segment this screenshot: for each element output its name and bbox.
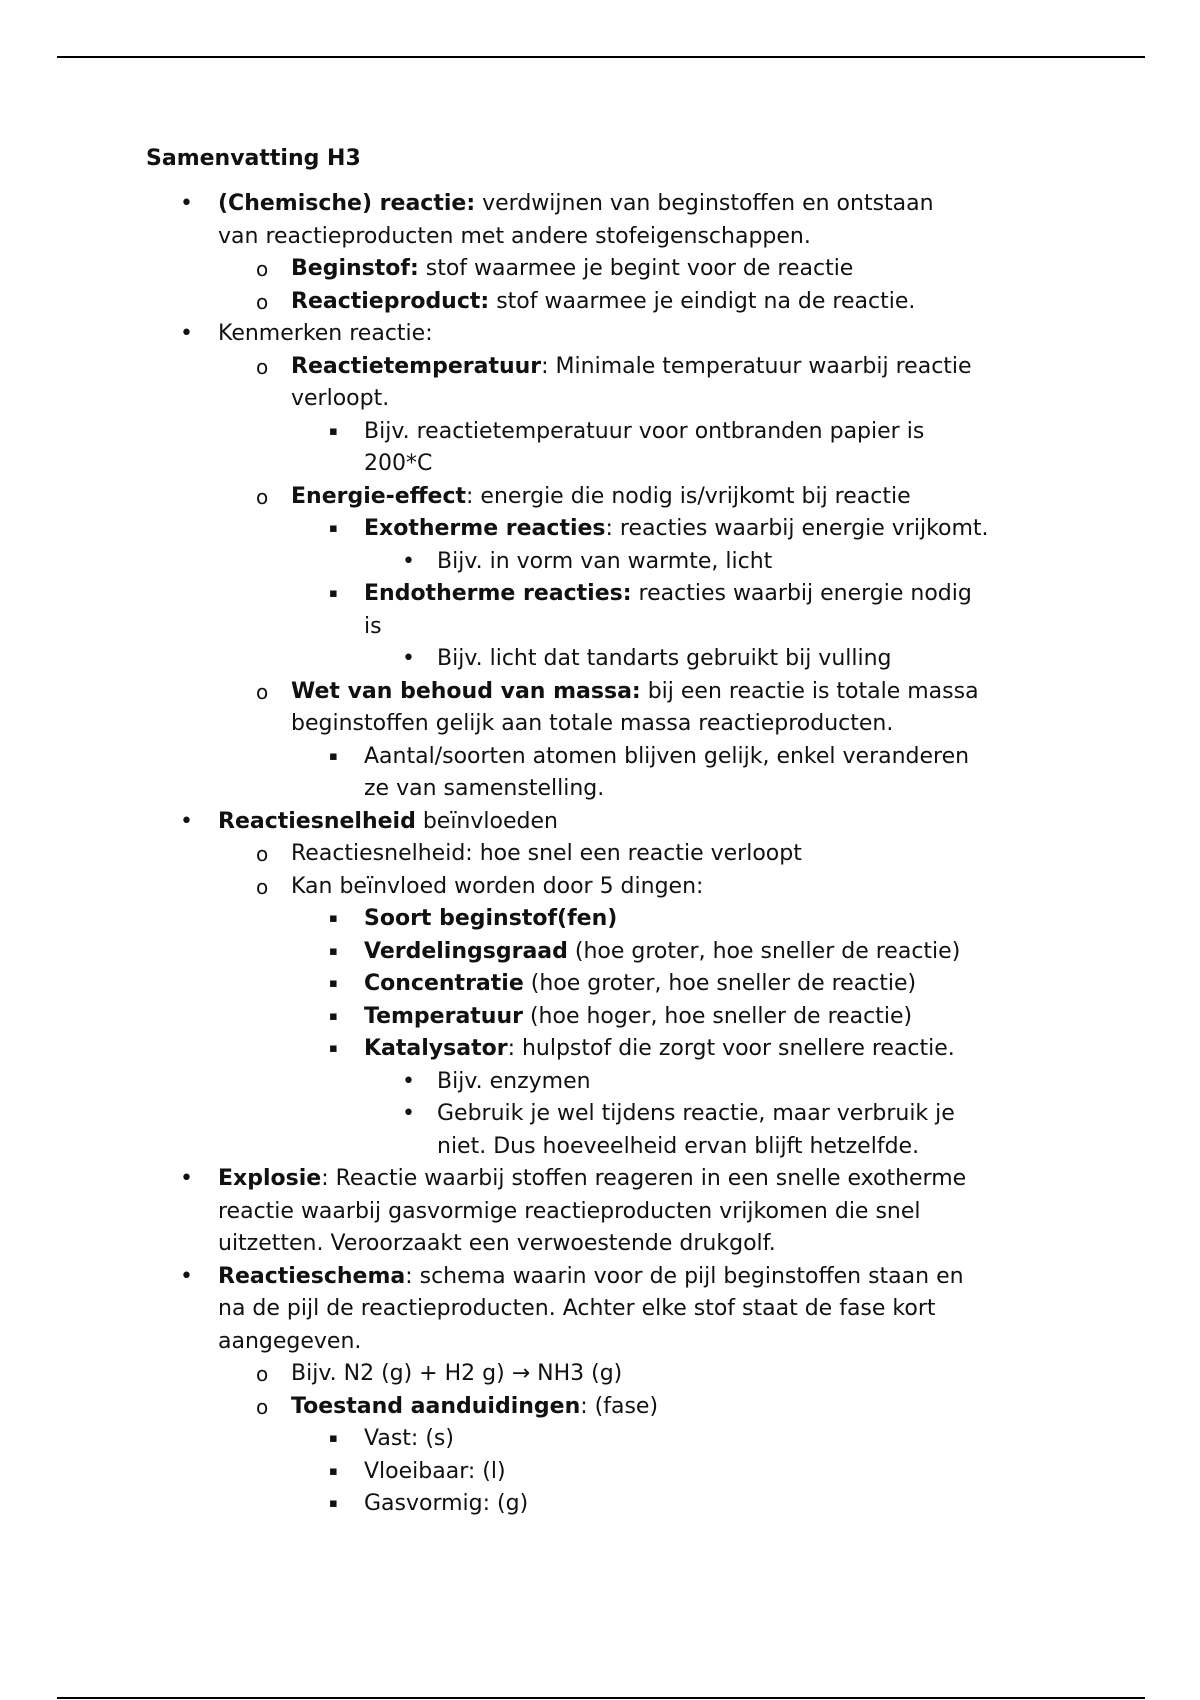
document-body [146, 143, 1086, 1521]
square-bullet: ▪ [329, 1008, 338, 1024]
circle-bullet: o [256, 874, 269, 899]
square-bullet: ▪ [329, 1496, 338, 1511]
list-item-continuation: uitzetten. Veroorzaakt een verwoestende drukgolf. [218, 1231, 776, 1256]
list-item-continuation: aangegeven. [218, 1328, 362, 1354]
list-item: o Toestand aanduidingen: (fase) [146, 1391, 1086, 1424]
square-bullet: ▪ [329, 1041, 338, 1056]
list-item: o Energie-effect: energie die nodig is/vrijkomt bij reactie [146, 481, 1086, 514]
list-item: ▪ Temperatuur (hoe hoger, hoe sneller de reactie) [146, 1001, 1086, 1034]
list-item: ▪ Vast: (s) [146, 1423, 1086, 1456]
disc-bullet: • [180, 1263, 193, 1289]
square-bullet: ▪ [329, 1463, 338, 1479]
list-item-continuation: reactie waarbij gasvormige reactieproducten vrijkomen die snel [218, 1198, 921, 1224]
footer-rule [57, 1697, 1145, 1699]
list-item: ▪ Katalysator: hulpstof die zorgt voor snellere reactie. [146, 1033, 1086, 1066]
disc-bullet: • [402, 1068, 415, 1094]
list-item-continuation: is [364, 613, 382, 639]
square-bullet: ▪ [329, 748, 338, 764]
square-bullet: ▪ [329, 911, 338, 926]
list-item: • Gebruik je wel tijdens reactie, maar verbruik je [146, 1098, 1086, 1131]
list-item-continuation: verloopt. [291, 386, 390, 411]
disc-bullet: • [402, 1101, 415, 1126]
square-bullet: ▪ [329, 521, 338, 536]
list-item: • Reactiesnelheid beïnvloeden [146, 806, 1086, 839]
circle-bullet: o [256, 484, 269, 509]
disc-bullet: • [402, 646, 415, 671]
list-item: ▪ Gasvormig: (g) [146, 1488, 1086, 1521]
list-item: o Reactieproduct: stof waarmee je eindigt na de reactie. [146, 286, 1086, 319]
list-item: ▪ Exotherme reacties: reacties waarbij energie vrijkomt. [146, 513, 1086, 546]
list-item: • Reactieschema: schema waarin voor de pijl beginstoffen staan en [146, 1261, 1086, 1294]
list-item-continuation: na de pijl de reactieproducten. Achter elke stof staat de fase kort [218, 1296, 936, 1321]
list-item: o Kan beïnvloed worden door 5 dingen: [146, 871, 1086, 904]
circle-bullet: o [256, 1394, 269, 1419]
circle-bullet: o [256, 842, 269, 866]
disc-bullet: • [180, 321, 193, 346]
square-bullet: ▪ [329, 1431, 338, 1446]
circle-bullet: o [256, 679, 269, 704]
list-item: ▪ Soort beginstof(fen) [146, 903, 1086, 936]
list-item: • Bijv. licht dat tandarts gebruikt bij vulling [146, 643, 1086, 676]
disc-bullet: • [402, 548, 415, 574]
list-item: o Beginstof: stof waarmee je begint voor de reactie [146, 253, 1086, 286]
list-item: ▪ Vloeibaar: (l) [146, 1456, 1086, 1489]
square-bullet: ▪ [329, 586, 338, 601]
list-item: • Explosie: Reactie waarbij stoffen reageren in een snelle exotherme [146, 1163, 1086, 1196]
list-item: ▪ Aantal/soorten atomen blijven gelijk, enkel veranderen [146, 741, 1086, 774]
list-item: • (Chemische) reactie: verdwijnen van beginstoffen en ontstaan [146, 188, 1086, 221]
list-item-continuation: van reactieproducten met andere stofeigenschappen. [218, 223, 811, 249]
disc-bullet: • [180, 191, 193, 216]
list-item: o Bijv. N2 (g) + H2 g) → NH3 (g) [146, 1358, 1086, 1391]
list-item: • Bijv. enzymen [146, 1066, 1086, 1099]
list-item-continuation: beginstoffen gelijk aan totale massa reactieproducten. [291, 711, 894, 736]
list-item: o Reactietemperatuur: Minimale temperatuur waarbij reactie [146, 351, 1086, 384]
disc-bullet: • [180, 1166, 193, 1191]
list-item: ▪ Concentratie (hoe groter, hoe sneller de reactie) [146, 968, 1086, 1001]
square-bullet: ▪ [329, 943, 338, 959]
list-item: o Reactiesnelheid: hoe snel een reactie verloopt [146, 838, 1086, 871]
list-item: ▪ Endotherme reacties: reacties waarbij energie nodig [146, 578, 1086, 611]
circle-bullet: o [256, 1362, 269, 1386]
disc-bullet: • [180, 808, 193, 834]
list-item: • Bijv. in vorm van warmte, licht [146, 546, 1086, 579]
list-item: ▪ Bijv. reactietemperatuur voor ontbranden papier is [146, 416, 1086, 449]
list-item-continuation: niet. Dus hoeveelheid ervan blijft hetzelfde. [437, 1133, 920, 1159]
list-item: o Wet van behoud van massa: bij een reactie is totale massa [146, 676, 1086, 709]
page-title: Samenvatting H3 [146, 146, 361, 171]
list-item: ▪ Verdelingsgraad (hoe groter, hoe sneller de reactie) [146, 936, 1086, 969]
circle-bullet: o [256, 257, 269, 281]
circle-bullet: o [256, 354, 269, 379]
list-item-continuation: 200*C [364, 451, 433, 476]
list-item: • Kenmerken reactie: [146, 318, 1086, 351]
circle-bullet: o [256, 289, 269, 314]
list-item-continuation: ze van samenstelling. [364, 776, 605, 801]
header-rule [57, 56, 1145, 58]
square-bullet: ▪ [329, 976, 338, 991]
square-bullet: ▪ [329, 423, 338, 439]
